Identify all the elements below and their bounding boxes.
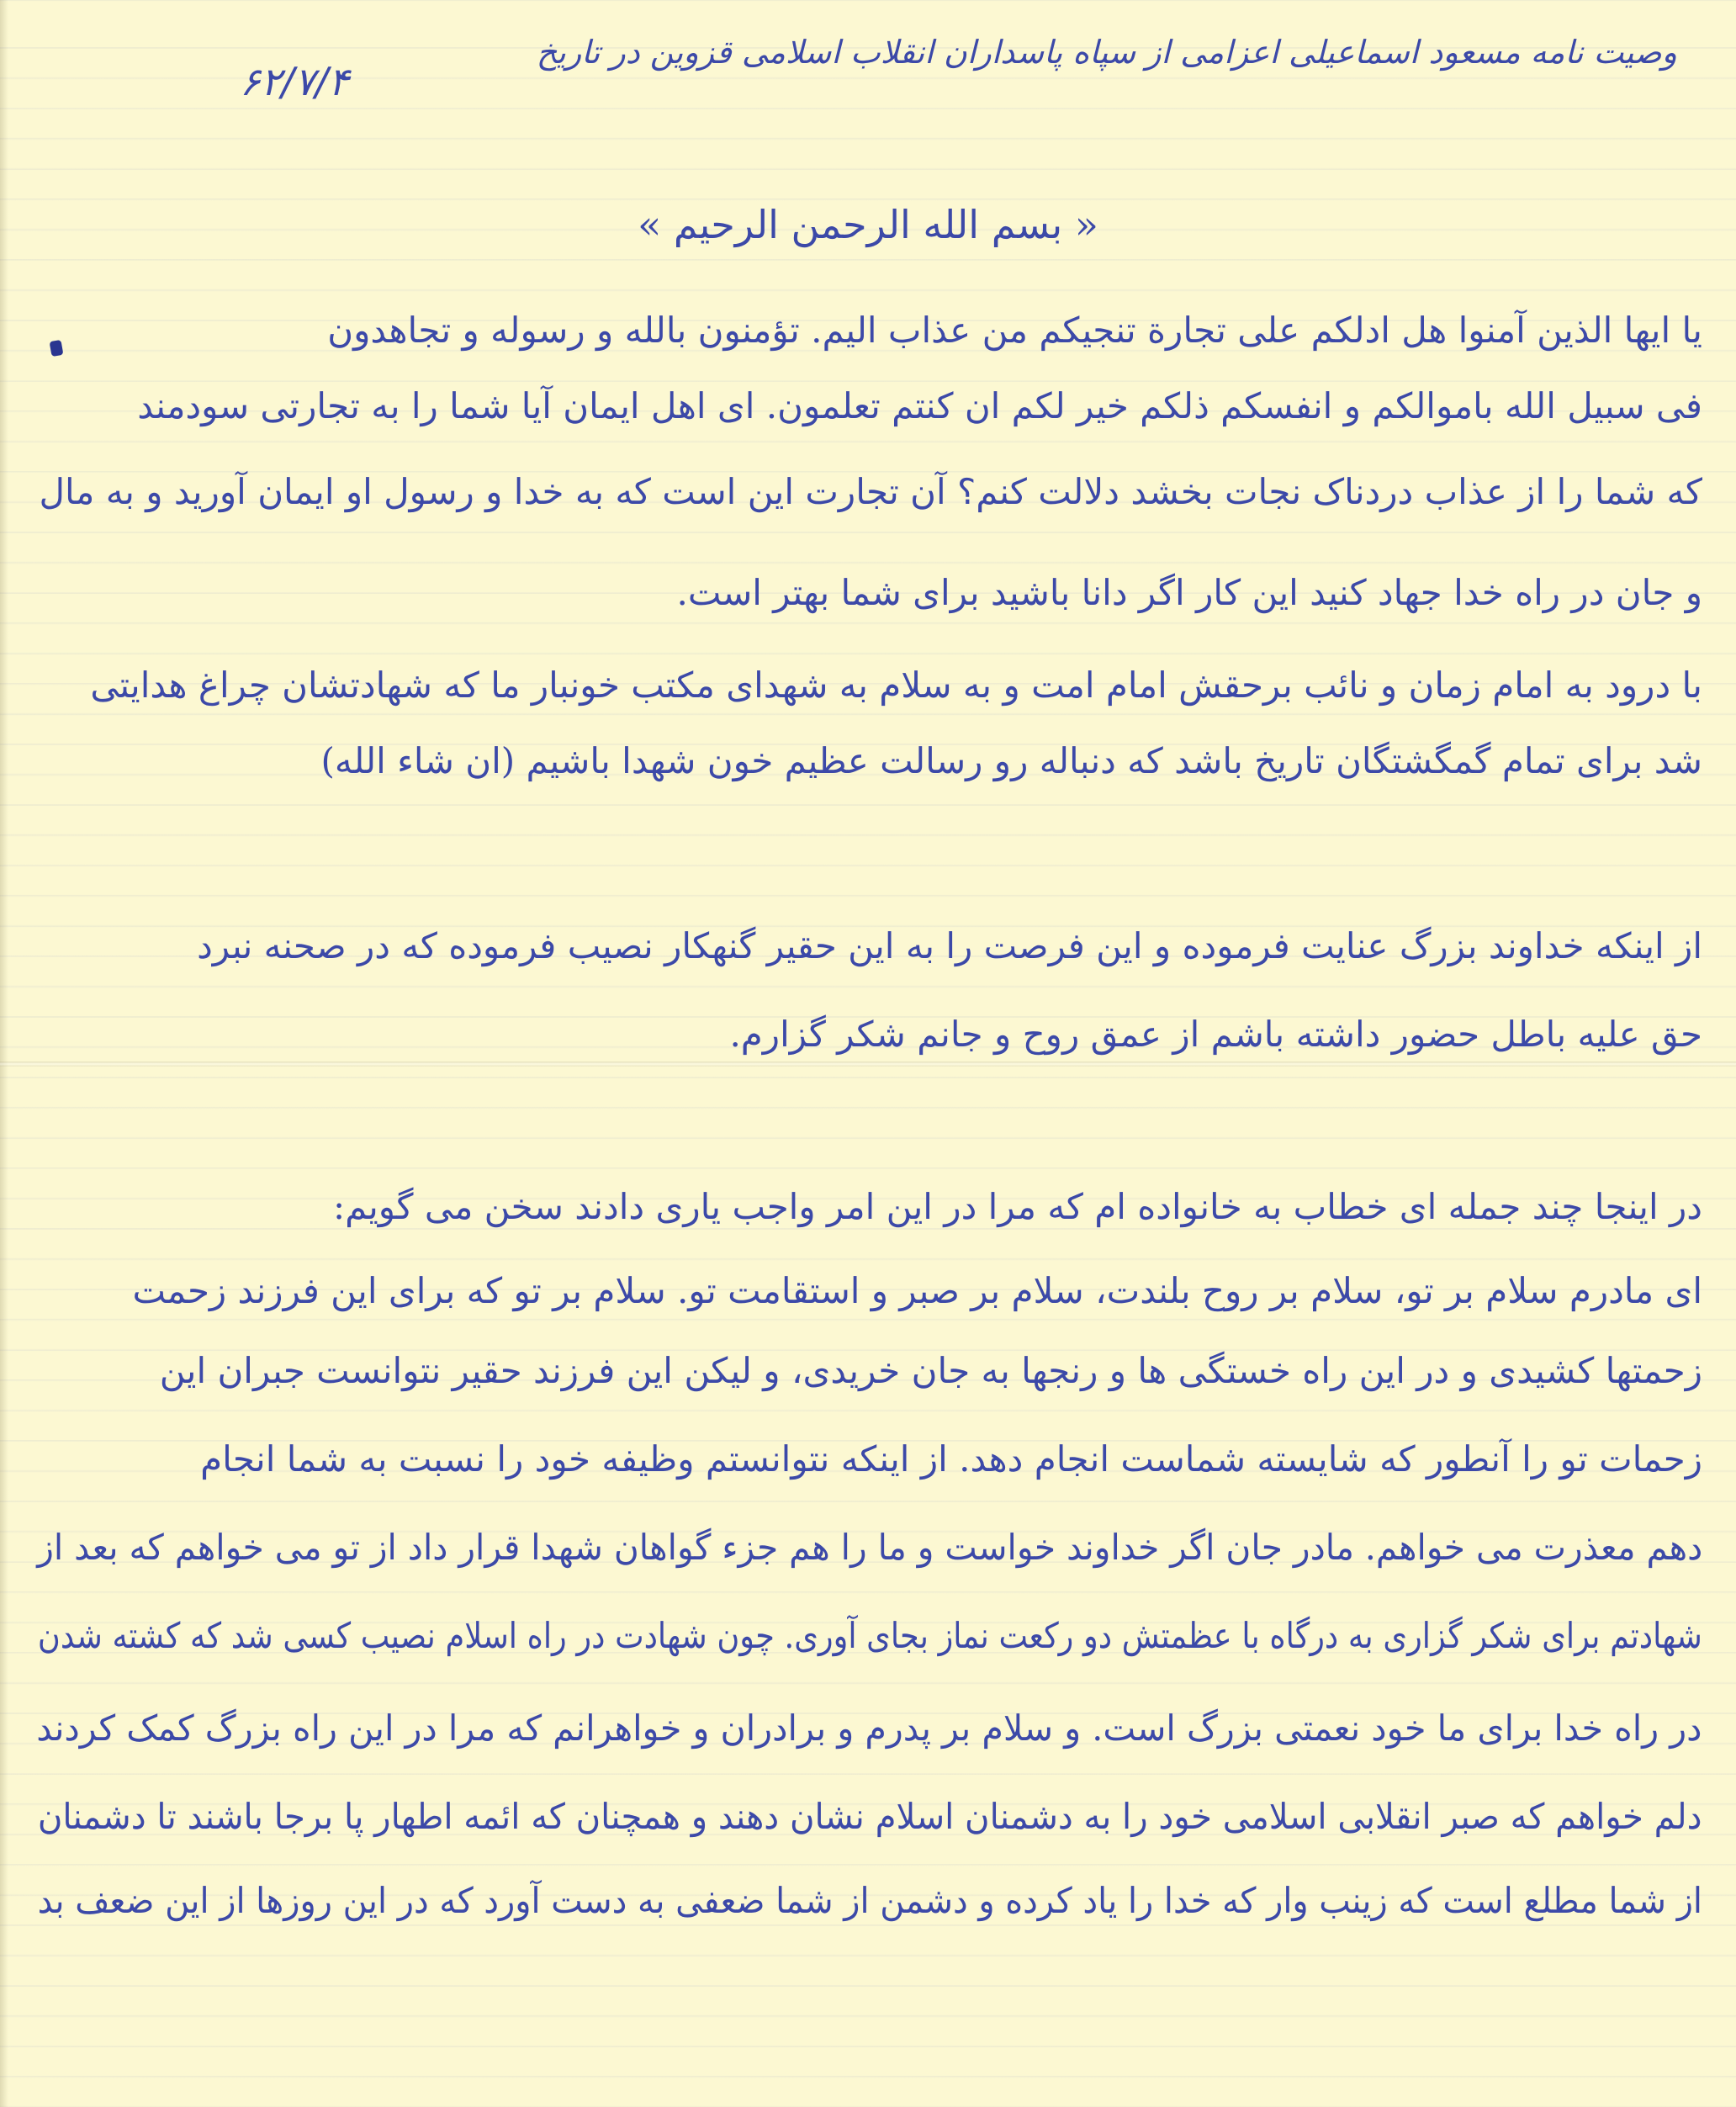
verse-line-2: فی سبیل الله باموالکم و انفسکم ذلکم خیر لکم ان کنتم تعلمون. ای اهل ایمان آیا شما را به تجارتی سودمند [137,385,1702,426]
gratitude-line-1: از اینکه خداوند بزرگ عنایت فرموده و این فرصت را به این حقیر گنهکار نصیب فرموده که در صحنه نبرد [197,925,1702,966]
mother-line-4: دهم معذرت می خواهم. مادر جان اگر خداوند خواست و ما را هم جزء گواهان شهدا قرار داد از تو می خواهم که بعد از [36,1527,1702,1568]
ink-dot [50,340,64,357]
verse-line-3: که شما را از عذاب دردناک نجات بخشد دلالت کنم؟ آن تجارت این است که به خدا و رسول او ایمان آورید و به مال [39,471,1702,512]
verse-line-1: یا ایها الذین آمنوا هل ادلکم علی تجارة تنجیکم من عذاب الیم. تؤمنون بالله و رسوله و تجاهدون [327,310,1702,351]
family-intro-line: در اینجا چند جمله ای خطاب به خانواده ام که مرا در این امر واجب یاری دادند سخن می گویم: [332,1186,1702,1227]
gratitude-line-2: حق علیه باطل حضور داشته باشم از عمق روح و جانم شکر گزارم. [729,1014,1702,1055]
paper-edge [0,0,8,2107]
basmala: « بسم الله الرحمن الرحیم » [638,202,1098,247]
mother-line-5: شهادتم برای شکر گزاری به درگاه با عظمتش دو رکعت نماز بجای آوری. چون شهادت در راه اسلام نصیب کسی شد که کشته شدن [37,1615,1702,1656]
mother-line-1: ای مادرم سلام بر تو، سلام بر روح بلندت، سلام بر صبر و استقامت تو. سلام بر تو که برای این فرزند زحمت [132,1270,1702,1311]
page-fold [0,1061,1736,1067]
family-line-3: از شما مطلع است که زینب وار که خدا را یاد کرده و دشمن از شما ضعفی به دست آورد که در این روزها از این ضعف بد [37,1880,1702,1921]
greeting-line-2: شد برای تمام گمگشتگان تاریخ باشد که دنباله رو رسالت عظیم خون شهدا باشیم (ان شاء الله) [320,740,1702,781]
greeting-line-1: با درود به امام زمان و نائب برحقش امام امت و به سلام به شهدای مکتب خونبار ما که شهادتشان چراغ هدایتی [90,664,1702,706]
verse-line-4: و جان در راه خدا جهاد کنید این کار اگر دانا باشید برای شما بهتر است. [676,572,1702,613]
mother-line-2: زحمتها کشیدی و در این راه خستگی ها و رنجها به جان خریدی، و لیکن این فرزند حقیر نتوانست جبران این [159,1350,1702,1391]
mother-line-3: زحمات تو را آنطور که شایسته شماست انجام دهد. از اینکه نتوانستم وظیفه خود را نسبت به شما انجام [200,1438,1702,1480]
header-title: وصیت نامه مسعود اسماعیلی اعزامی از سپاه پاسداران انقلاب اسلامی قزوین در تاریخ [536,34,1677,71]
family-line-2: دلم خواهم که صبر انقلابی اسلامی خود را به دشمنان اسلام نشان دهند و همچنان که ائمه اطهار پا برجا باشند تا دشمنان [38,1796,1702,1837]
header-date: ۶۲/۷/۴ [240,59,349,104]
family-line-1: در راه خدا برای ما خود نعمتی بزرگ است. و سلام بر پدرم و برادران و خواهرانم که مرا در این راه بزرگ کمک کردند [36,1707,1702,1749]
